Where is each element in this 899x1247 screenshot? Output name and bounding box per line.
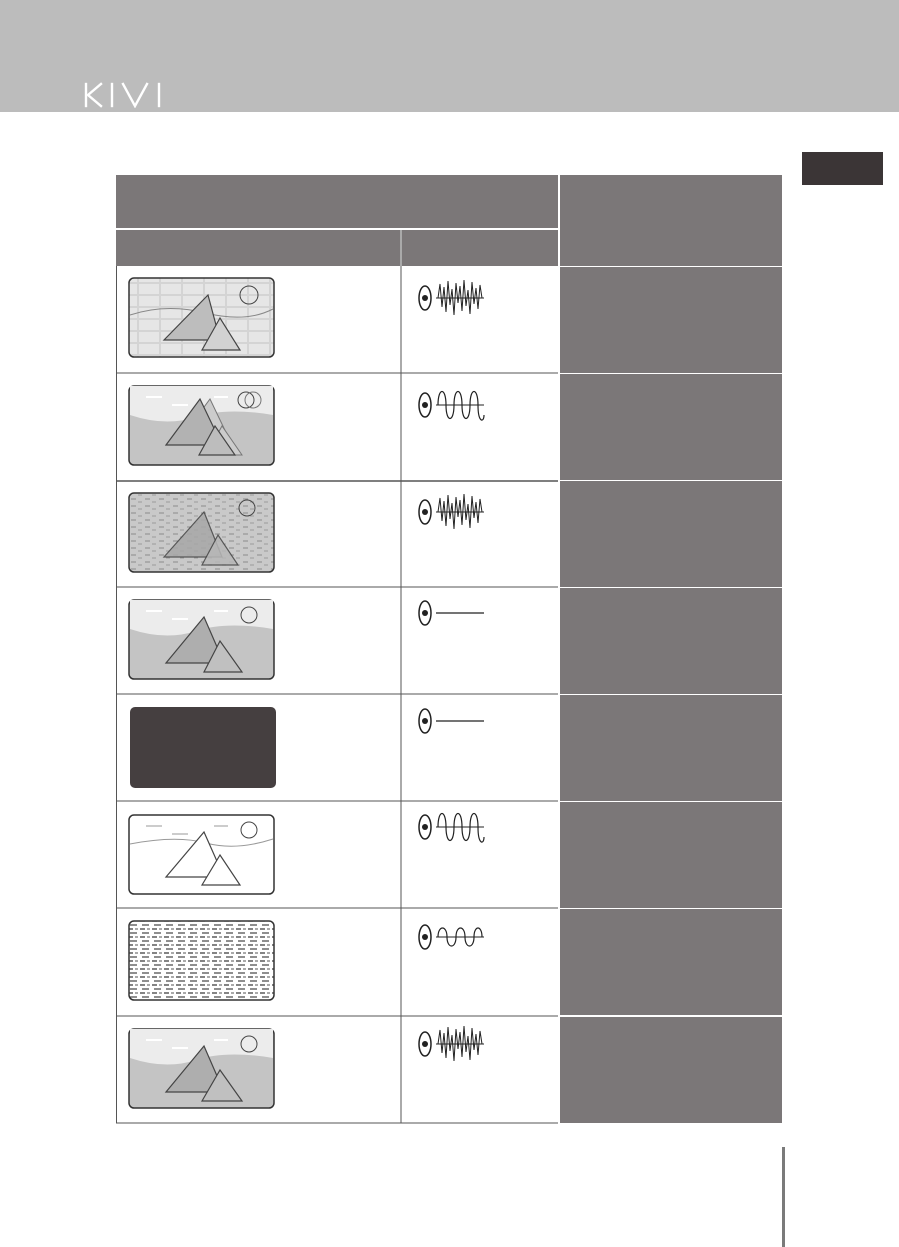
normal-pyramids-picture-icon [129,1029,274,1108]
page-edge-rule [782,1147,785,1247]
noisy-sound-wave-icon [419,494,484,529]
table-row [130,695,782,801]
weak-sound-wave-icon [419,925,484,949]
remedy-cell [560,374,782,480]
normal-sound-wave-icon [419,814,484,843]
remedy-cell [560,481,782,587]
no-sound-line-icon [419,709,484,733]
noisy-sound-wave-icon [419,280,484,315]
remedy-cell [560,267,782,373]
remedy-cell [560,802,782,908]
table-row [129,374,782,480]
normal-pyramids-picture-icon [129,600,274,679]
no-picture-black-screen-icon [130,707,276,788]
noisy-sound-wave-icon [419,1026,484,1061]
symptom-header-cell [116,175,558,228]
ghosting-pyramids-picture-icon [129,386,274,465]
no-sound-line-icon [419,601,484,625]
image-header-cell [116,230,400,266]
sound-header-cell [402,230,558,266]
snowy-pyramids-picture-icon [129,493,274,572]
troubleshooting-table-grid [116,175,782,1127]
remedy-cell [560,909,782,1015]
table-row [129,267,782,373]
language-tab [802,152,883,185]
remedy-cell [560,588,782,694]
low-color-pyramids-picture-icon [129,815,274,894]
troubleshooting-table [116,175,782,1127]
remedy-header-cell [560,175,782,266]
table-row [129,802,782,908]
remedy-cell [560,695,782,801]
noisy-pyramids-picture-icon [129,278,274,357]
normal-sound-wave-icon [419,392,484,421]
table-row [129,481,782,587]
page-header-band [0,0,899,112]
kivi-logo [83,82,175,108]
remedy-cell [560,1017,782,1123]
static-noise-picture-icon [129,921,274,1000]
table-row [129,588,782,694]
table-row [129,1017,782,1123]
table-row [129,909,782,1015]
